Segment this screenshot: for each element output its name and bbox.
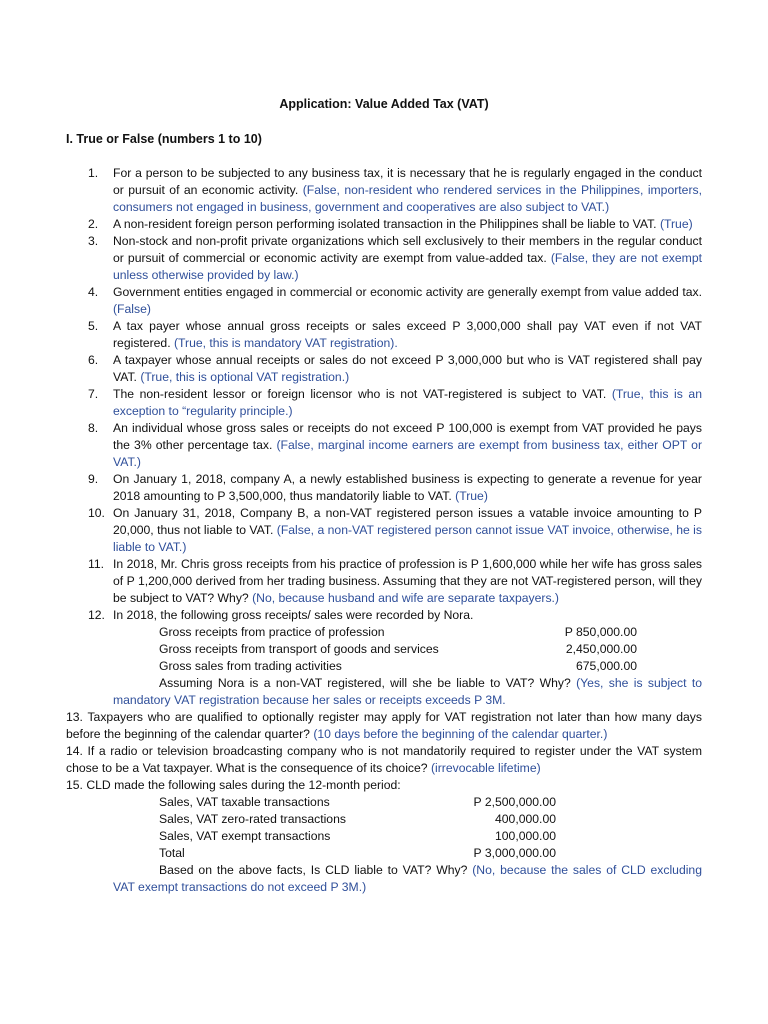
row-value: 400,000.00 <box>495 812 556 826</box>
question-text: A taxpayer whose annual receipts or sales do not exceed P 3,000,000 but who is VAT registered shall pay VAT. <box>113 353 702 384</box>
table-row <box>0 658 768 675</box>
answer-text: (Yes, she is subject to mandatory VAT registration because her sales or receipts exceeds P 3M. <box>113 676 702 707</box>
question-text: On January 31, 2018, Company B, a non-VAT registered person issues a vatable invoice amounting to P 20,000, thus not liable to VAT. <box>113 506 702 537</box>
answer-text: (No, because husband and wife are separate taxpayers.) <box>252 591 559 605</box>
question-text: 15. CLD made the following sales during the 12-month period: <box>66 778 401 792</box>
question-item-14 <box>0 743 768 777</box>
answer-text: (True, this is an exception to “regularity principle.) <box>113 387 702 418</box>
question-item: 6. A taxpayer whose annual receipts or sales do not exceed P 3,000,000 but who is VAT registered shall pay VAT. (True, this is optional VAT registration.) <box>88 353 702 384</box>
answer-text: (False, a non-VAT registered person cannot issue VAT invoice, otherwise, he is liable to VAT.) <box>113 523 702 554</box>
table-row <box>0 641 768 658</box>
answer-text: (True) <box>455 489 488 503</box>
answer-text: (False, they are not exempt unless otherwise provided by law.) <box>113 251 702 282</box>
question-text: Assuming Nora is a non-VAT registered, will she be liable to VAT? Why? <box>159 676 577 690</box>
question-followup <box>0 675 768 709</box>
question-followup <box>0 862 768 896</box>
question-text: 13. Taxpayers who are qualified to optionally register may apply for VAT registration not later than how many days before the beginning of the calendar quarter? <box>66 710 702 741</box>
question-item: 2. A non-resident foreign person performing isolated transaction in the Philippines shall be liable to VAT. (True) <box>88 217 693 231</box>
row-value: P 2,500,000.00 <box>473 795 556 809</box>
row-value: 675,000.00 <box>576 659 637 673</box>
question-text: On January 1, 2018, company A, a newly established business is expecting to generate a revenue for year 2018 amounting to P 3,500,000, thus mandatorily liable to VAT. <box>113 472 702 503</box>
question-text: An individual whose gross sales or receipts do not exceed P 100,000 is exempt from VAT provided he pays the 3% other percentage tax. <box>113 421 702 452</box>
question-item: 9. On January 1, 2018, company A, a newly established business is expecting to generate a revenue for year 2018 amounting to P 3,500,000, thus mandatorily liable to VAT. (True) <box>88 472 702 503</box>
answer-text: (True) <box>659 217 693 231</box>
question-item-12: 12. In 2018, the following gross receipts/ sales were recorded by Nora. <box>88 608 474 622</box>
answer-text: (10 days before the beginning of the calendar quarter.) <box>313 727 608 741</box>
answer-text: (True, this is mandatory VAT registration). <box>173 336 398 350</box>
question-item: 7. The non-resident lessor or foreign licensor who is not VAT-registered is subject to VAT. (True, this is an exception to “regularity principle.) <box>88 387 702 418</box>
row-label: Gross receipts from practice of profession <box>159 625 385 639</box>
section-heading: I. True or False (numbers 1 to 10) <box>66 132 262 146</box>
question-text: A non-resident foreign person performing isolated transaction in the Philippines shall be liable to VAT. <box>113 217 660 231</box>
question-text: 14. If a radio or television broadcasting company who is not mandatorily required to register under the VAT system chose to be a Vat taxpayer. What is the consequence of its choice? <box>66 744 702 775</box>
question-item: 4. Government entities engaged in commercial or economic activity are generally exempt from value added tax. (False) <box>88 285 702 316</box>
question-item: 1. For a person to be subjected to any business tax, it is necessary that he is regularly engaged in the conduct or pursuit of an economic activity. (False, non-resident who rendered services in the Philippines, importers, consumers not engaged in business, government and cooperatives are also subject to VAT.) <box>88 166 702 214</box>
row-value: P 3,000,000.00 <box>473 846 556 860</box>
table-row-total <box>0 845 768 862</box>
table-row <box>0 794 768 811</box>
row-label: Gross receipts from transport of goods and services <box>159 642 439 656</box>
question-text: Government entities engaged in commercial or economic activity are generally exempt from value added tax. <box>113 285 702 299</box>
question-text: For a person to be subjected to any business tax, it is necessary that he is regularly engaged in the conduct or pursuit of an economic activity. <box>113 166 702 197</box>
question-item: 10. On January 31, 2018, Company B, a non-VAT registered person issues a vatable invoice amounting to P 20,000, thus not liable to VAT. (False, a non-VAT registered person cannot issue VAT invoice, otherwise, he is liable to VAT.) <box>88 506 702 554</box>
question-text: The non-resident lessor or foreign licensor who is not VAT-registered is subject to VAT. <box>113 387 612 401</box>
row-label: Sales, VAT taxable transactions <box>159 795 330 809</box>
answer-text: (False) <box>113 302 151 316</box>
question-item-15 <box>0 777 768 794</box>
table-row <box>0 624 768 641</box>
question-item: 11. In 2018, Mr. Chris gross receipts from his practice of profession is P 1,600,000 while her wife has gross sales of P 1,200,000 derived from her trading business. Assuming that they are not VAT-registered person, will they be subject to VAT? Why? (No, because husband and wife are separate taxpayers.) <box>88 557 702 605</box>
row-value: 100,000.00 <box>495 829 556 843</box>
answer-text: (False, marginal income earners are exempt from business tax, either OPT or VAT.) <box>113 438 703 469</box>
table-row <box>0 811 768 828</box>
question-text: A tax payer whose annual gross receipts or sales exceed P 3,000,000 shall pay VAT even if not VAT registered. <box>113 319 702 350</box>
answer-text: (False, non-resident who rendered services in the Philippines, importers, consumers not engaged in business, government and cooperatives are also subject to VAT.) <box>113 183 702 214</box>
answer-text: (True, this is optional VAT registration.) <box>140 370 350 384</box>
question-text: In 2018, Mr. Chris gross receipts from his practice of profession is P 1,600,000 while her wife has gross sales of P 1,200,000 derived from her trading business. Assuming that they are not VAT-registered person, will they be subject to VAT? Why? <box>113 557 702 605</box>
question-text: Based on the above facts, Is CLD liable to VAT? Why? <box>159 863 473 877</box>
table-row <box>0 828 768 845</box>
row-value: 2,450,000.00 <box>565 642 637 656</box>
page-title: Application: Value Added Tax (VAT) <box>279 97 489 111</box>
question-item: 5. A tax payer whose annual gross receipts or sales exceed P 3,000,000 shall pay VAT even if not VAT registered. (True, this is mandatory VAT registration). <box>88 319 702 350</box>
question-text: Non-stock and non-profit private organizations which sell exclusively to their members in the regular conduct or pursuit of commercial or economic activity are exempt from value-added tax. <box>113 234 702 265</box>
answer-text: (irrevocable lifetime) <box>430 761 541 775</box>
answer-text: (No, because the sales of CLD excluding VAT exempt transactions do not exceed P 3M.) <box>113 863 702 894</box>
question-item: 3. Non-stock and non-profit private organizations which sell exclusively to their members in the regular conduct or pursuit of commercial or economic activity are exempt from value-added tax. (False, they are not exempt unless otherwise provided by law.) <box>88 234 702 282</box>
question-item: 8. An individual whose gross sales or receipts do not exceed P 100,000 is exempt from VAT provided he pays the 3% other percentage tax. (False, marginal income earners are exempt from business tax, either OPT or VAT.) <box>88 421 703 469</box>
row-value: P 850,000.00 <box>564 625 637 639</box>
row-label: Sales, VAT zero-rated transactions <box>159 812 346 826</box>
row-label: Sales, VAT exempt transactions <box>159 829 331 843</box>
row-label: Gross sales from trading activities <box>159 659 342 673</box>
question-list <box>0 165 768 896</box>
row-label: Total <box>159 846 185 860</box>
question-item-13 <box>0 709 768 743</box>
question-text: In 2018, the following gross receipts/ sales were recorded by Nora. <box>113 608 474 622</box>
